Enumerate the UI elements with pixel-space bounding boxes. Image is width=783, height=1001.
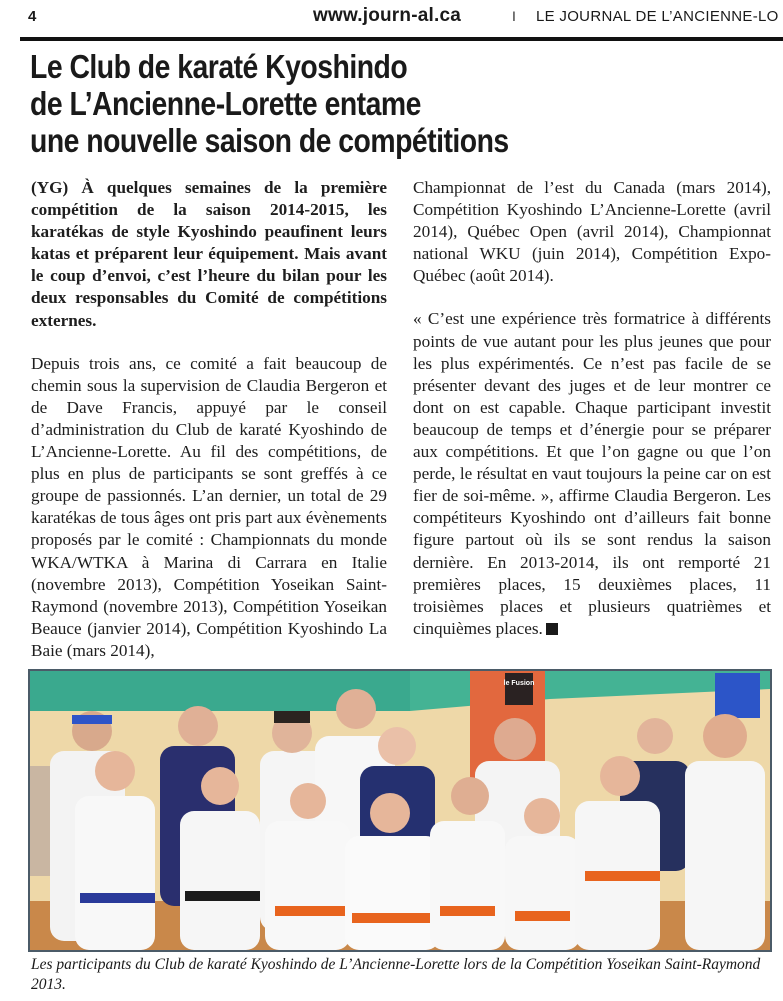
banner-text: le Fusion xyxy=(503,680,535,687)
website-link[interactable]: www.journ-al.ca xyxy=(313,5,461,26)
headline xyxy=(30,48,632,159)
article-quote-paragraph xyxy=(413,308,771,639)
banner-poster xyxy=(505,673,533,705)
headline-line: Le Club de karaté Kyoshindo xyxy=(30,48,408,85)
page-header xyxy=(0,0,783,40)
article-paragraph: Depuis trois ans, ce comité a fait beaucoup de chemin sous la supervision de Claudia Bergeron et de Dave Francis, appuyé par le conseil d’administration du Club de karaté Kyoshindo de L’Ancienne-Lorette. Au fil des compétitions, de plus en plus de participants se sont greffés à ce groupe de passionnés. L’an dernier, un total de 29 karatékas de tous âges ont pris part aux évènements proposés par le comité : Championnats du monde WKA/WTKA à Marina di Carrara en Italie (novembre 2013), Compétition Yoseikan Saint-Raymond (novembre 2013), Compétition Yoseikan Beauce (janvier 2014), Compétition Kyoshindo La Baie (mars 2014), xyxy=(31,353,387,660)
article-column-1 xyxy=(31,177,387,662)
header-rule xyxy=(20,37,783,41)
photo-caption: Les participants du Club de karaté Kyoshindo de L’Ancienne-Lorette lors de la Compétition Yoseikan Saint-Raymond 2013. xyxy=(31,956,761,993)
quote-text: « C’est une expérience très formatrice à différents points de vue autant pour les plus jeunes que pour les plus expérimentés. Ce n’est pas facile de se présenter devant des juges et de leur montrer ce dont on est capable. Chaque participant investit beaucoup de temps et d’énergie pour se préparer aux compétitions. Et que l’on gagne ou que l’on perde, le résultat en vaut toujours la peine car on est fier de soi-même. », affirme Claudia Bergeron. Les compétiteurs Kyoshindo ont d’ailleurs fait bonne figure partout où ils se sont rendus la saison dernière. En 2013-2014, ils ont remporté 21 premières places, 15 deuxièmes places, 11 troisièmes places et plusieurs quatrièmes et cinquièmes places. xyxy=(413,309,771,638)
page-number: 4 xyxy=(28,8,37,25)
article-lead: (YG) À quelques semaines de la première compétition de la saison 2014-2015, les karatékas de style Kyoshindo peaufinent leurs katas et préparent leur équipement. Mais avant le coup d’envoi, c’est l’heure du bilan pour les deux responsables du Comité de compétitions externes. xyxy=(31,178,387,330)
header-separator: I xyxy=(512,8,516,24)
publication-name: LE JOURNAL DE L’ANCIENNE-LO xyxy=(536,8,779,25)
group-photo xyxy=(28,669,772,952)
group-photo-illustration xyxy=(30,671,770,950)
headline-line: de L’Ancienne-Lorette entame xyxy=(30,85,421,122)
blue-wall-panel xyxy=(715,673,760,718)
article-paragraph-continued: Championnat de l’est du Canada (mars 2014), Compétition Kyoshindo L’Ancienne-Lorette (avril 2014), Québec Open (avril 2014), Championnat national WKU (juin 2014), Compétition Expo-Québec (août 2014). xyxy=(413,178,771,286)
end-of-article-mark xyxy=(546,623,558,635)
article-column-2 xyxy=(413,177,771,640)
headline-line: une nouvelle saison de compétitions xyxy=(30,122,509,159)
